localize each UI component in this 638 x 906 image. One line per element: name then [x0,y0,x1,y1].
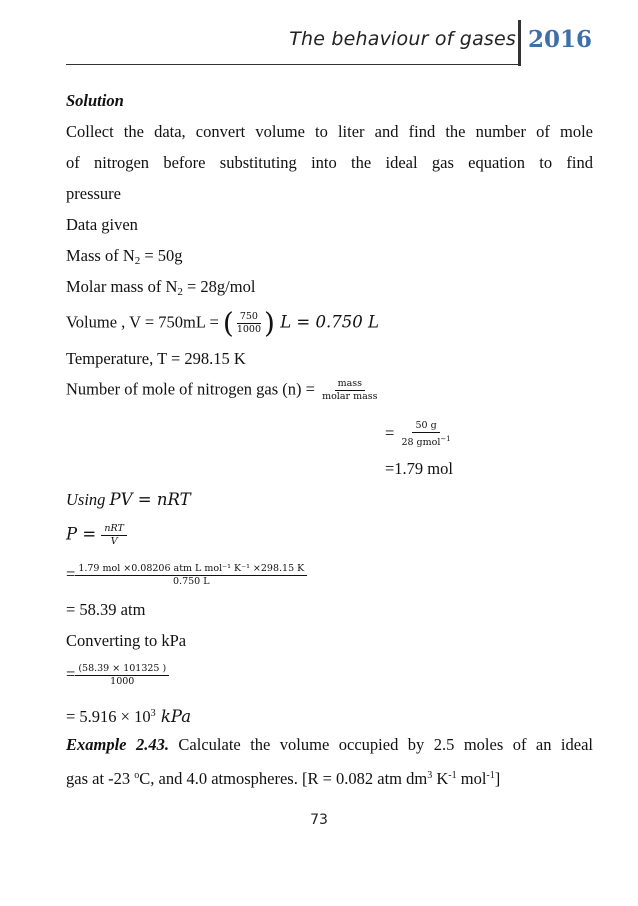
header-title: The behaviour of gases [289,28,516,50]
intro-line-1: Collect the data, convert volume to liter and find the number of mole [66,122,593,141]
p-formula: P = $\frac{\text{nRT}}{V}$ [66,523,127,548]
pressure-result: = 58.39 atm [66,600,146,619]
kpa-result: = $5.916 \times 10^3$ kPa [66,707,192,726]
moles-line: Number of mole of nitrogen gas (n) = $\frac{\text{mass}}{\text{molar mass}}$ [66,378,381,403]
calc-fraction: $\frac{\text{1.79 mol ×0.08206 atm L mol⁻¹ K⁻¹ ×298.15 K}}{0.750 L}$ [75,563,307,588]
header-rule [66,64,521,65]
mass-line: Mass of $N_2 = 50g$ [66,246,183,267]
intro-line-3: pressure [66,184,121,203]
p-fraction: $\frac{\text{nRT}}{V}$ [101,523,126,548]
intro-line-2: of nitrogen before substituting into the ideal gas equation to find [66,153,593,172]
kpa-fraction: $\frac{(58.39 \times 101325 )}{1000}$ [75,663,169,688]
moles-fraction: $\frac{\text{mass}}{\text{molar mass}}$ [322,378,378,402]
example-line-2: gas at -23 $^o$C, and 4.0 atmospheres. [R = 0.082 atm $dm^3$ $K^{-1}$ mol$^{-1}$] [66,769,501,788]
moles-step2: = $\frac{50 g}{28 gmol^{-1}}$ [385,420,454,449]
example-line-1: Example 2.43. Calculate the volume occupied by 2.5 moles of an ideal [66,735,593,754]
page-number: 73 [310,812,328,828]
volume-fraction: $\frac{750}{1000}$ [236,311,262,335]
data-given-label: Data given [66,215,138,234]
header-divider [518,20,521,66]
molar-mass-line: Molar mass of $N_2 = 28g/mol$ [66,277,256,298]
temperature-line: Temperature, T = 298.15 K [66,349,246,368]
converting-line: Converting to kPa [66,631,187,650]
solution-heading: Solution [66,91,124,110]
kpa-calc: = $\frac{(58.39 \times 101325 )}{1000}$ [66,663,169,688]
header-year: 2016 [528,26,593,53]
moles-step2-fraction: $\frac{50 g}{28 gmol^{-1}}$ [401,420,451,449]
moles-result: =1.79 mol [385,459,453,478]
using-line: Using PV = nRT [66,490,191,509]
calc-line: = $\frac{\text{1.79 mol ×0.08206 atm L mol⁻¹ K⁻¹ ×298.15 K}}{0.750 L}$ [66,563,307,588]
volume-line: Volume , V = 750mL = ( $\frac{750}{1000}$ ) L = 0.750 L [66,306,379,340]
